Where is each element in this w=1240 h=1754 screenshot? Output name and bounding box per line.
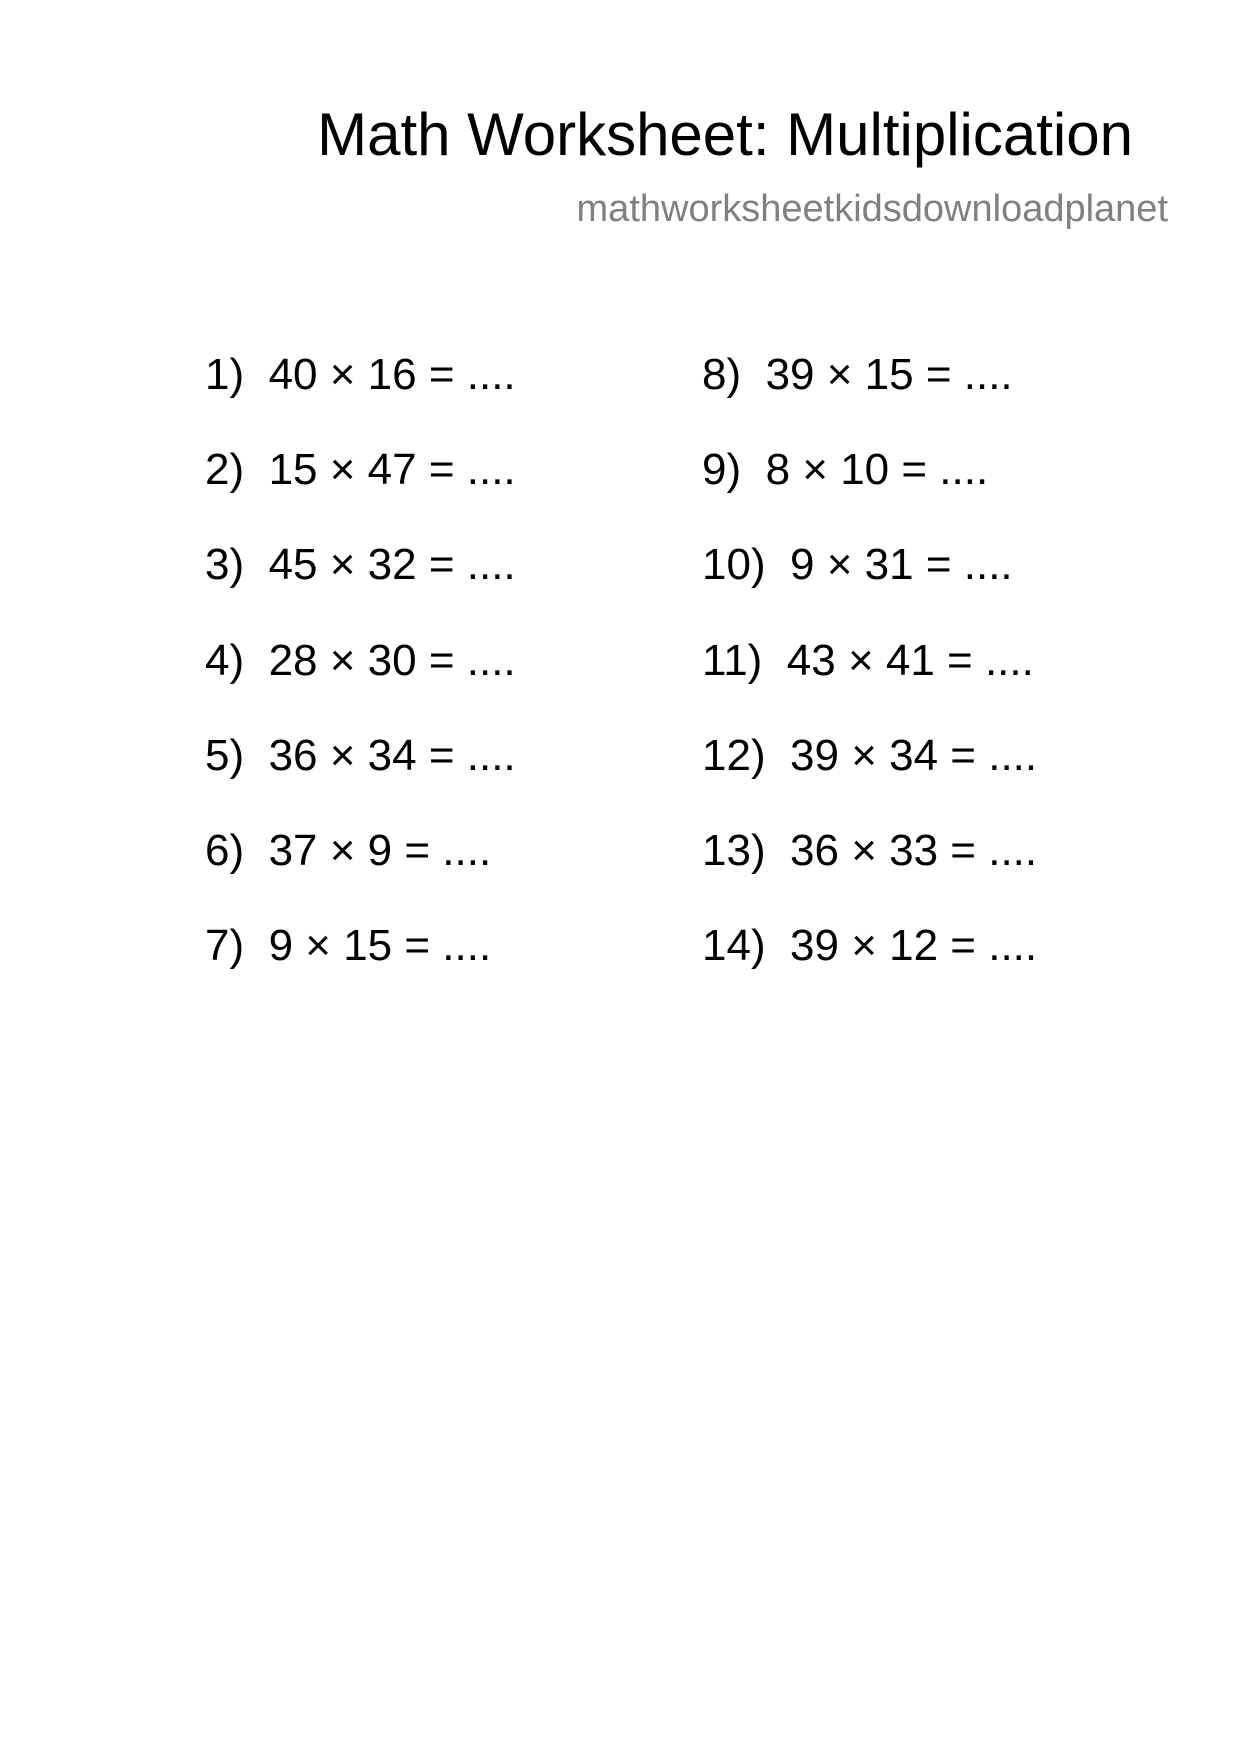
problem-6: 6) 37 × 9 = .... bbox=[205, 825, 492, 875]
problem-8: 8) 39 × 15 = .... bbox=[702, 350, 1013, 399]
problem-5: 5) 36 × 34 = .... bbox=[205, 730, 516, 780]
problem-10: 10) 9 × 31 = .... bbox=[702, 540, 1013, 590]
problem-3: 3) 45 × 32 = .... bbox=[205, 540, 516, 590]
problem-13: 13) 36 × 33 = .... bbox=[702, 825, 1038, 875]
page-title: Math Worksheet: Multiplication bbox=[317, 101, 1133, 168]
problem-1: 1) 40 × 16 = .... bbox=[205, 350, 516, 399]
problem-14: 14) 39 × 12 = .... bbox=[702, 921, 1038, 971]
problem-9: 9) 8 × 10 = .... bbox=[702, 445, 989, 495]
problem-2: 2) 15 × 47 = .... bbox=[205, 445, 516, 495]
problems-left-column bbox=[205, 349, 516, 1015]
site-watermark: mathworksheetkidsdownloadplanet bbox=[576, 188, 1168, 230]
problems-right-column bbox=[702, 349, 1037, 1015]
problem-7: 7) 9 × 15 = .... bbox=[205, 921, 492, 971]
problem-12: 12) 39 × 34 = .... bbox=[702, 730, 1038, 780]
problem-4: 4) 28 × 30 = .... bbox=[205, 635, 516, 685]
problem-11: 11) 43 × 41 = .... bbox=[702, 635, 1034, 685]
